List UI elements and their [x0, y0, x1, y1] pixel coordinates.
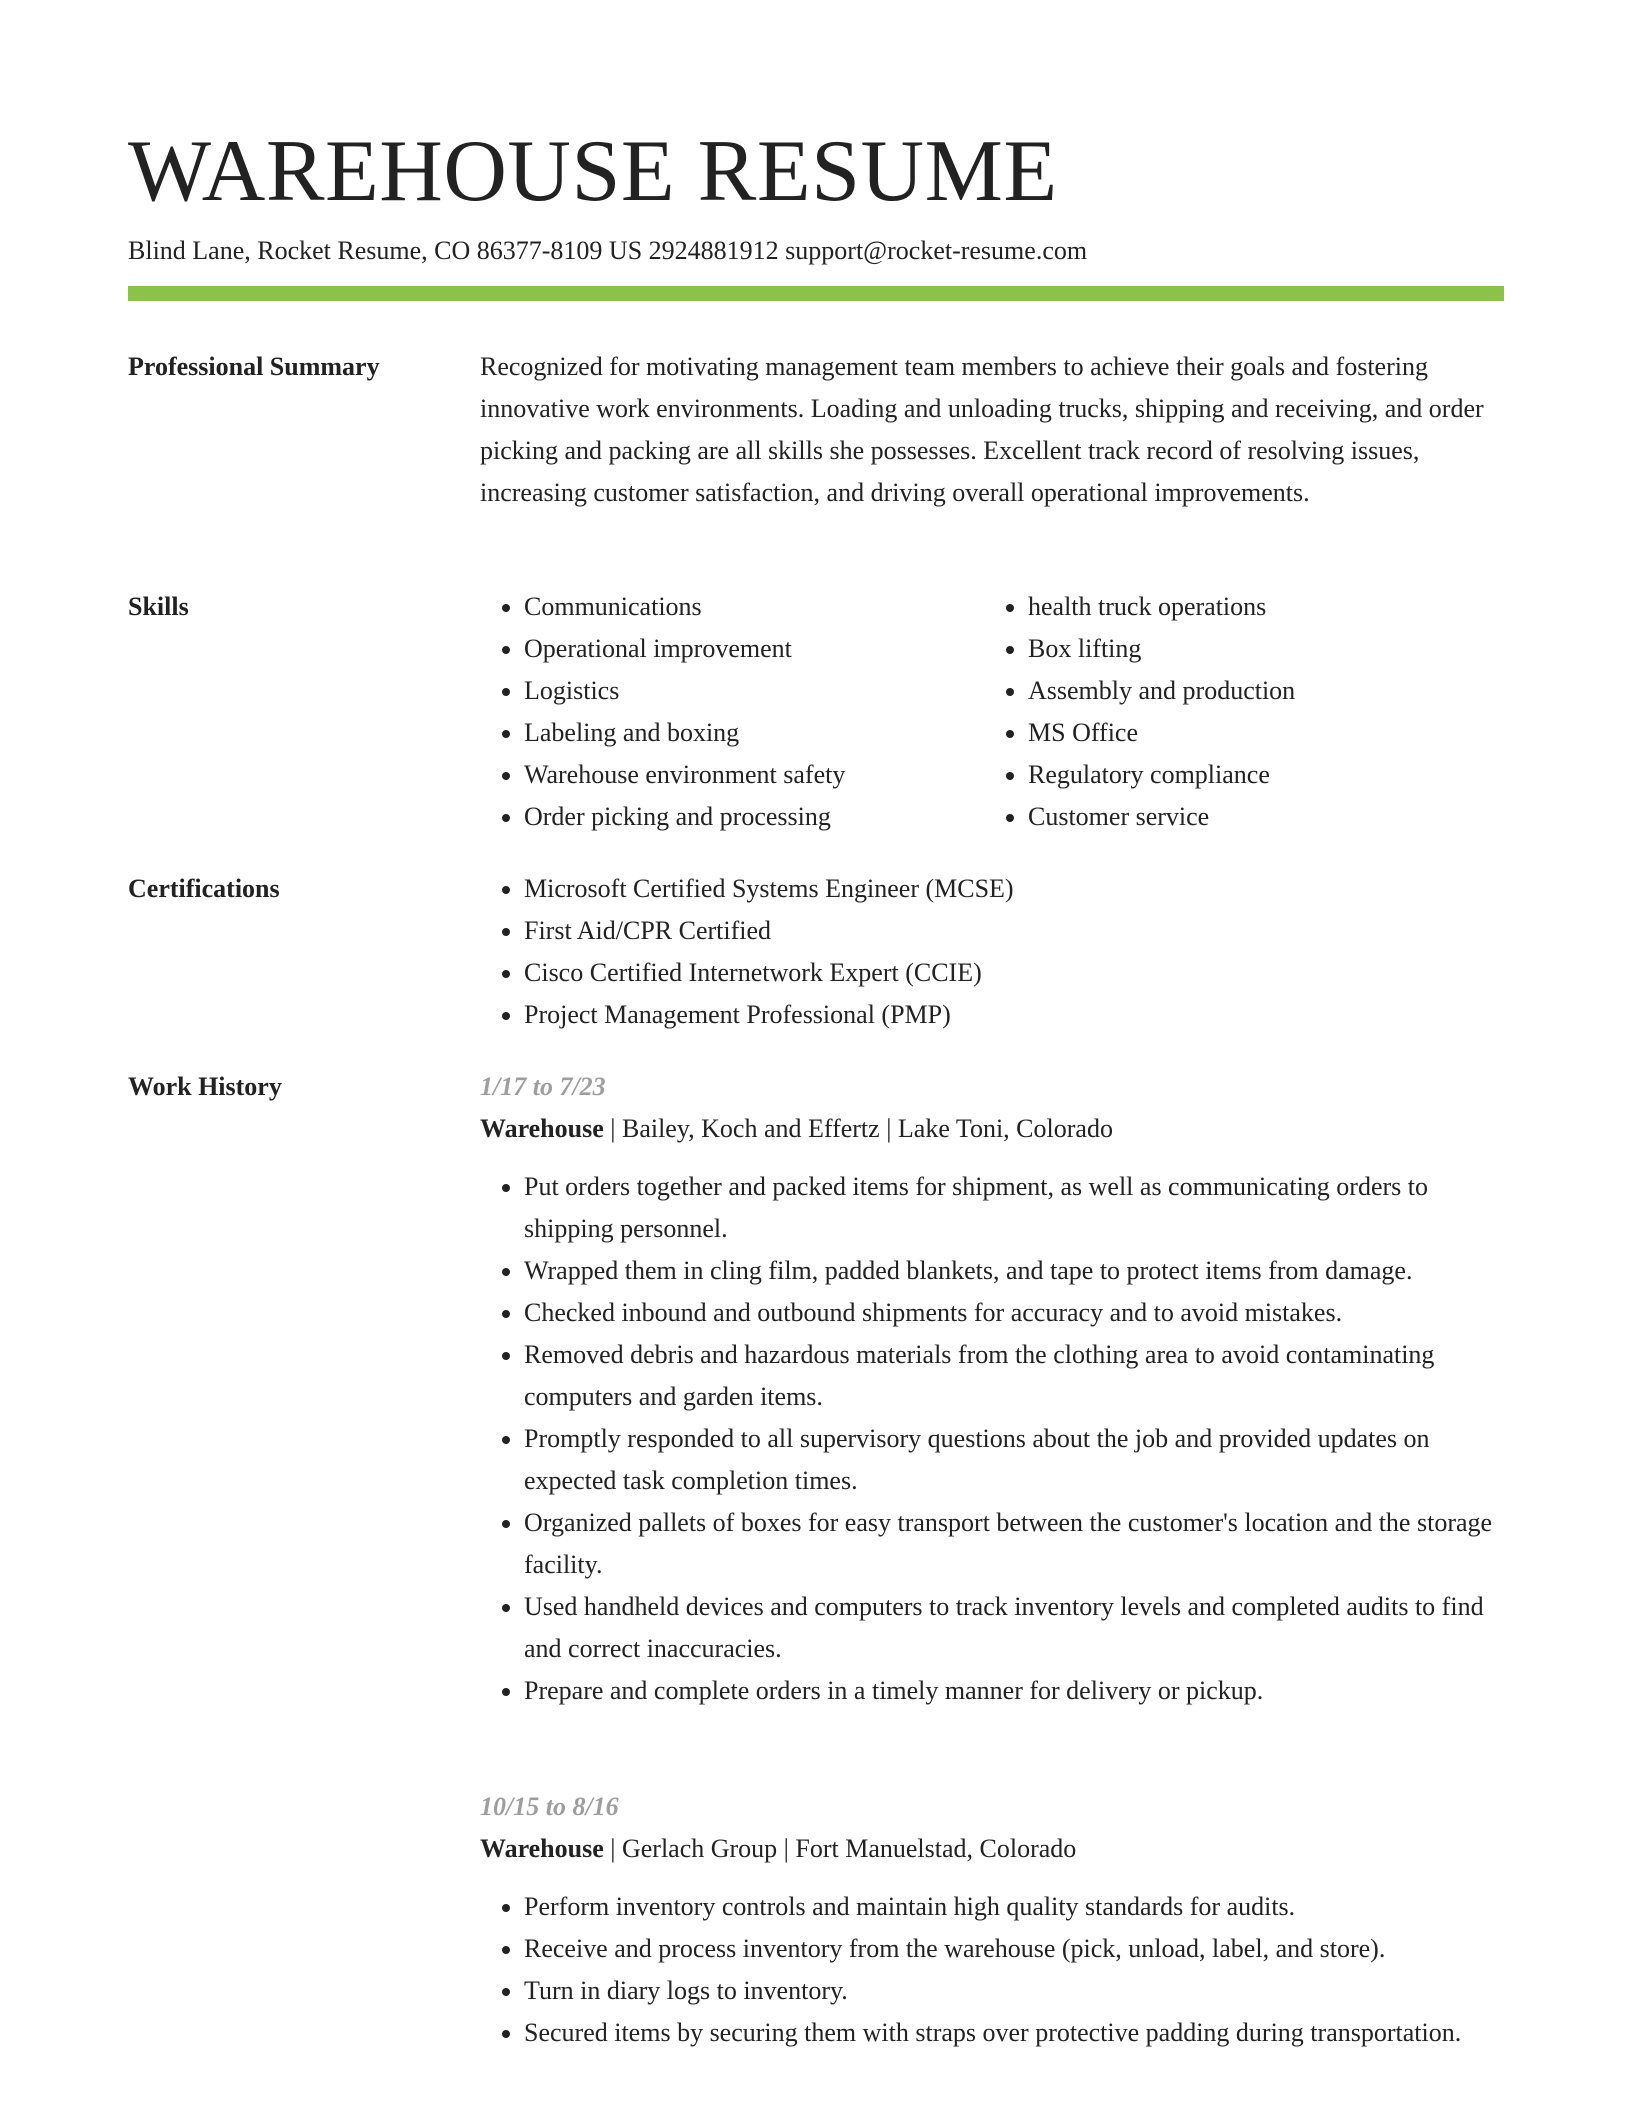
skill-item: • Warehouse environment safety — [524, 754, 984, 796]
skill-item: • Operational improvement — [524, 628, 984, 670]
skill-item: • Box lifting — [1028, 628, 1488, 670]
resume-name: WAREHOUSE RESUME — [128, 123, 1058, 220]
work-history-title: Work History — [128, 1072, 282, 1101]
certifications-title: Certifications — [128, 874, 280, 903]
certification-item: • Cisco Certified Internetwork Expert (CCIE) — [524, 952, 1504, 994]
skill-item: • Customer service — [1028, 796, 1488, 838]
job-dates: 10/15 to 8/16 — [480, 1792, 619, 1821]
job-bullet: • Perform inventory controls and maintain high quality standards for audits. — [524, 1886, 1504, 1928]
job-bullet: • Put orders together and packed items for shipment, as well as communicating orders to shipping personnel. — [524, 1166, 1504, 1250]
job-bullets — [480, 1166, 1504, 1712]
skill-item: • Communications — [524, 586, 984, 628]
job-bullet: • Checked inbound and outbound shipments for accuracy and to avoid mistakes. — [524, 1292, 1504, 1334]
job-bullet: • Receive and process inventory from the warehouse (pick, unload, label, and store). — [524, 1928, 1504, 1970]
certification-item: • Project Management Professional (PMP) — [524, 994, 1504, 1036]
skill-item: • Order picking and processing — [524, 796, 984, 838]
job-bullet: • Organized pallets of boxes for easy transport between the customer's location and the storage facility. — [524, 1502, 1504, 1586]
job-bullet: • Turn in diary logs to inventory. — [524, 1970, 1504, 2012]
resume-header — [128, 122, 1504, 268]
skill-item: • MS Office — [1028, 712, 1488, 754]
skill-item: • Regulatory compliance — [1028, 754, 1488, 796]
skills-list-left — [480, 586, 984, 838]
job-bullet: • Used handheld devices and computers to track inventory levels and completed audits to find and correct inaccuracies. — [524, 1586, 1504, 1670]
certification-item: • First Aid/CPR Certified — [524, 910, 1504, 952]
job-details: | Gerlach Group | Fort Manuelstad, Colorado — [603, 1834, 1077, 1863]
job-heading — [480, 1108, 1504, 1150]
job-entry — [480, 1786, 1504, 2054]
contact-line: Blind Lane, Rocket Resume, CO 86377-8109 US 2924881912 support@rocket-resume.com — [128, 236, 1088, 265]
job-bullet: • Prepare and complete orders in a timely manner for delivery or pickup. — [524, 1670, 1504, 1712]
job-heading — [480, 1828, 1504, 1870]
skill-item: • Assembly and production — [1028, 670, 1488, 712]
job-title: Warehouse — [480, 1834, 604, 1863]
job-bullet: • Promptly responded to all supervisory questions about the job and provided updates on expected task completion times. — [524, 1418, 1504, 1502]
accent-divider — [128, 286, 1504, 301]
job-details: | Bailey, Koch and Effertz | Lake Toni, Colorado — [603, 1114, 1113, 1143]
job-dates: 1/17 to 7/23 — [480, 1072, 606, 1101]
summary-text: Recognized for motivating management team members to achieve their goals and fostering innovative work environments. Loading and unloading trucks, shipping and receiving, and order picking and packing are all skills she possesses. Excellent track record of resolving issues, increasing customer satisfaction, and driving overall operational improvements. — [480, 352, 1484, 507]
certifications-list — [480, 868, 1504, 1036]
job-title: Warehouse — [480, 1114, 604, 1143]
job-bullets — [480, 1886, 1504, 2054]
skill-item: • health truck operations — [1028, 586, 1488, 628]
job-bullet: • Wrapped them in cling film, padded blankets, and tape to protect items from damage. — [524, 1250, 1504, 1292]
skill-item: • Labeling and boxing — [524, 712, 984, 754]
skills-list-right — [984, 586, 1488, 838]
summary-title: Professional Summary — [128, 352, 380, 381]
job-entry — [480, 1066, 1504, 1712]
job-bullet: • Secured items by securing them with straps over protective padding during transportation. — [524, 2012, 1504, 2054]
skill-item: • Logistics — [524, 670, 984, 712]
job-bullet: • Removed debris and hazardous materials from the clothing area to avoid contaminating computers and garden items. — [524, 1334, 1504, 1418]
certification-item: • Microsoft Certified Systems Engineer (MCSE) — [524, 868, 1504, 910]
skills-title: Skills — [128, 592, 189, 621]
